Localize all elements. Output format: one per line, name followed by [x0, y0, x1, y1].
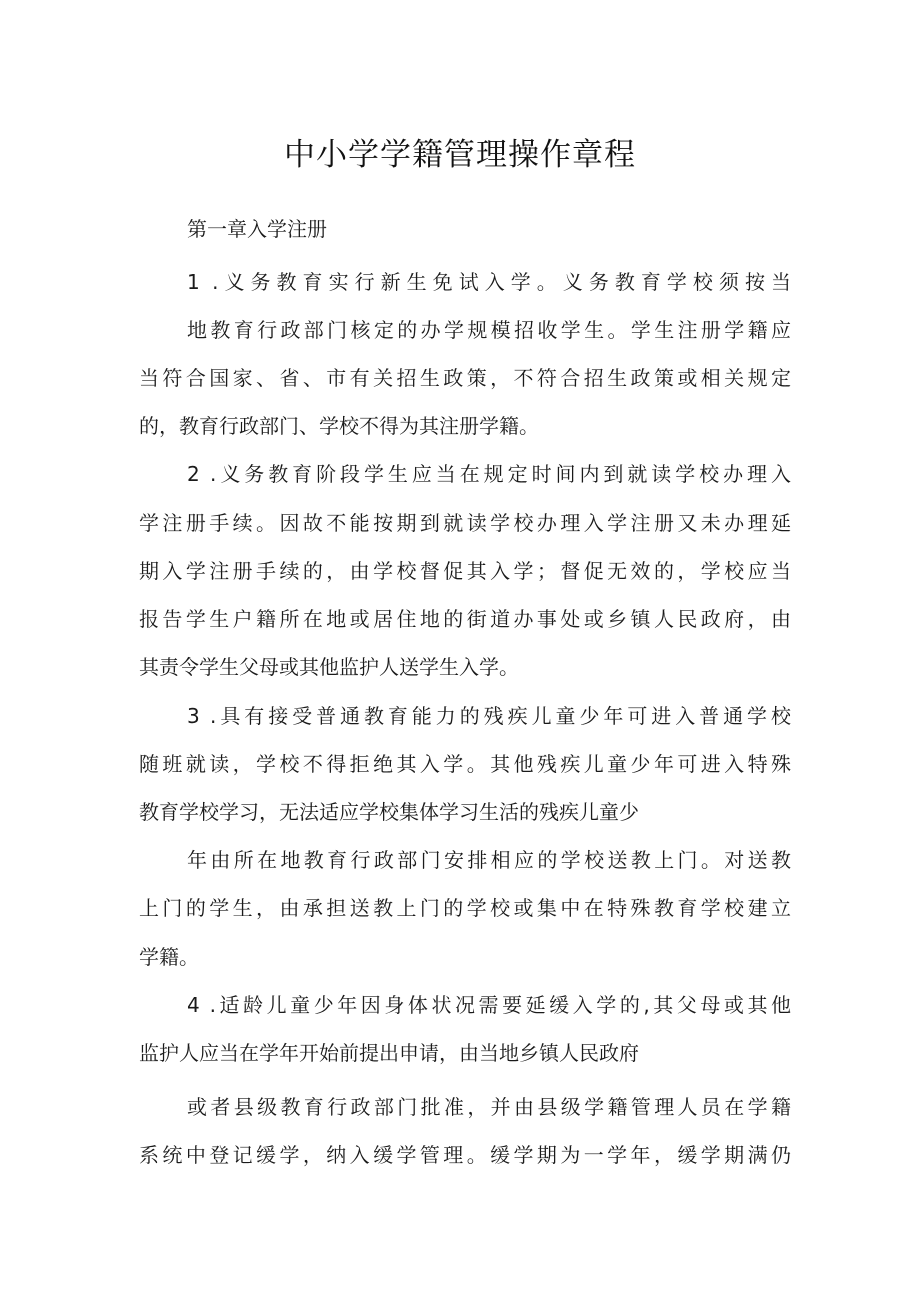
- paragraph-line: 随班就读，学校不得拒绝其入学。其他残疾儿童少年可进入特殊: [139, 752, 791, 776]
- paragraph-line: 监护人应当在学年开始前提出申请，由当地乡镇人民政府: [139, 1041, 639, 1065]
- paragraph-line: 年由所在地教育行政部门安排相应的学校送教上门。对送教: [187, 848, 791, 872]
- chapter-heading: 第一章入学注册: [187, 217, 327, 241]
- paragraph-line: 地教育行政部门核定的办学规模招收学生。学生注册学籍应: [187, 318, 791, 342]
- paragraph-line: 3 .具有接受普通教育能力的残疾儿童少年可进入普通学校: [187, 704, 791, 728]
- paragraph-line: 学注册手续。因故不能按期到就读学校办理入学注册又未办理延: [139, 511, 791, 535]
- paragraph-line: 教育学校学习，无法适应学校集体学习生活的残疾儿童少: [139, 800, 639, 824]
- page-title: 中小学学籍管理操作章程: [284, 137, 636, 173]
- paragraph-line: 的，教育行政部门、学校不得为其注册学籍。: [139, 414, 539, 438]
- paragraph-line: 系统中登记缓学，纳入缓学管理。缓学期为一学年，缓学期满仍: [139, 1143, 791, 1167]
- paragraph-line: 其责令学生父母或其他监护人送学生入学。: [139, 655, 519, 679]
- paragraph-line: 当符合国家、省、市有关招生政策，不符合招生政策或相关规定: [139, 366, 791, 390]
- paragraph-line: 学籍。: [139, 945, 199, 969]
- paragraph-line: 或者县级教育行政部门批准，并由县级学籍管理人员在学籍: [187, 1095, 791, 1119]
- paragraph-line: 上门的学生，由承担送教上门的学校或集中在特殊教育学校建立: [139, 896, 791, 920]
- paragraph-line: 2 .义务教育阶段学生应当在规定时间内到就读学校办理入: [187, 462, 791, 486]
- paragraph-line: 4 .适龄儿童少年因身体状况需要延缓入学的,其父母或其他: [187, 993, 791, 1017]
- paragraph-line: 期入学注册手续的，由学校督促其入学；督促无效的，学校应当: [139, 559, 791, 583]
- paragraph-line: 报告学生户籍所在地或居住地的街道办事处或乡镇人民政府，由: [139, 607, 791, 631]
- paragraph-line: 1 .义务教育实行新生免试入学。义务教育学校须按当: [187, 270, 791, 294]
